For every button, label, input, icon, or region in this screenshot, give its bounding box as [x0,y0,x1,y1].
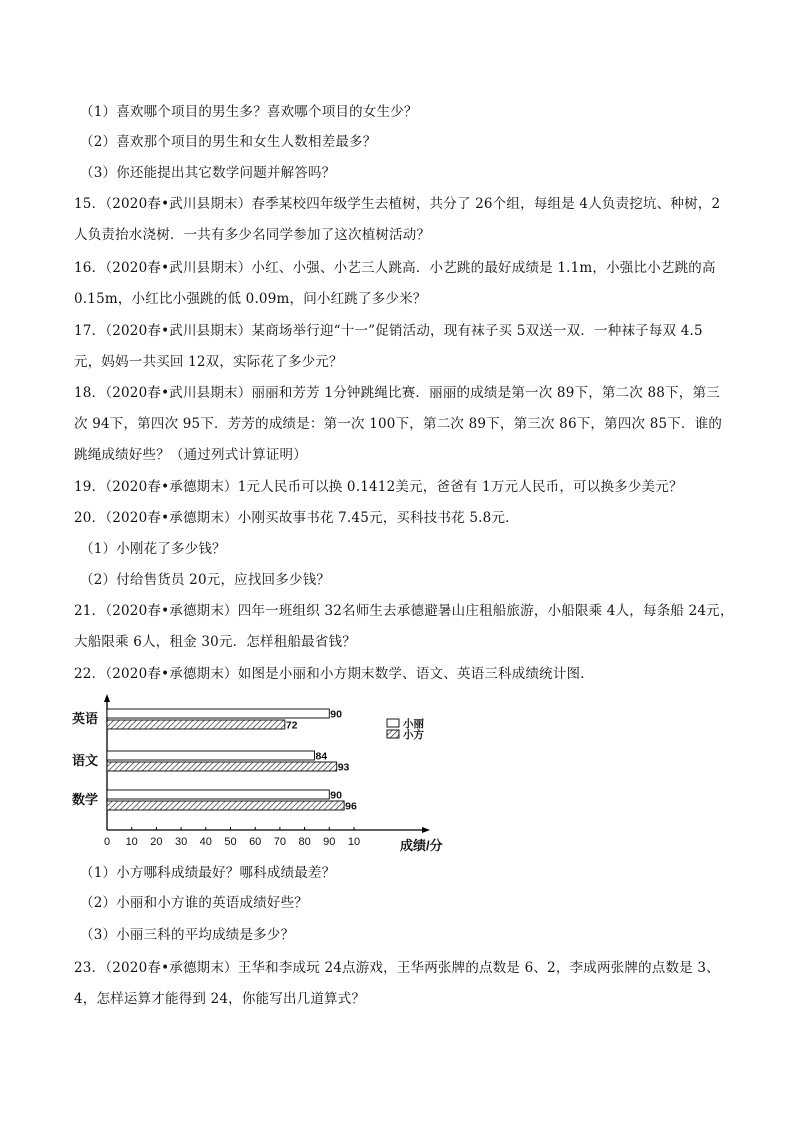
bar-xiaofang [107,762,337,771]
x-tick-label: 50 [224,836,237,848]
question-19: 19．（2020春•承德期末）1元人民币可以换 0.1412美元，爸爸有 1万元人民币，可以换多少美元？ [74,479,683,495]
bar-xiaoli [107,751,314,760]
bar-xiaofang [107,720,285,729]
question-20-part-2: （2）付给售货员 20元，应找回多少钱？ [80,572,331,588]
question-22-part-2: （2）小丽和小方谁的英语成绩好些？ [80,895,308,911]
question-14-part-2: （2）喜欢那个项目的男生和女生人数相差最多？ [80,134,377,150]
question-18-line-3: 跳绳成绩好些？（通过列式计算证明） [74,447,307,463]
x-tick-label: 70 [273,836,287,848]
y-axis-arrow [104,694,110,702]
x-tick-label: 60 [249,836,262,848]
x-tick-label: 40 [199,836,212,848]
question-22: 22．（2020春•承德期末）如图是小丽和小方期末数学、语文、英语三科成绩统计图． [74,666,594,682]
data-label: 96 [345,800,357,813]
data-label: 90 [330,789,342,802]
x-axis-label: 成绩/分 [400,838,443,853]
x-tick-label: 0 [103,836,111,848]
legend-label: 小丽 [403,718,424,730]
question-15-line-2: 人负责抬水浇树．一共有多少名同学参加了这次植树活动？ [74,227,431,243]
category-label: 语文 [72,753,99,768]
question-14-part-1: （1）喜欢哪个项目的男生多？喜欢哪个项目的女生少？ [80,104,418,120]
score-bar-chart [70,690,470,860]
legend-swatch [387,719,399,727]
data-label: 72 [285,719,298,732]
x-axis-arrow [422,827,430,833]
x-tick-label: 30 [174,836,188,848]
question-22-part-3: （3）小丽三科的平均成绩是多少？ [80,927,295,943]
x-tick-label: 10 [347,836,361,848]
category-label: 数学 [72,792,99,807]
question-21-line-1: 21．（2020春•承德期末）四年一班组织 32名师生去承德避暑山庄租船旅游，小船限乘 4人，每条船 24元， [74,603,734,619]
question-17-line-2: 元，妈妈一共买回 12双，实际花了多少元？ [74,354,343,370]
question-16-line-2: 0.15m，小红比小强跳的低 0.09m，问小红跳了多少米？ [74,291,427,307]
question-20-part-1: （1）小刚花了多少钱？ [80,541,226,557]
question-23-line-1: 23．（2020春•承德期末）王华和李成玩 24点游戏，王华两张牌的点数是 6、2，李成两张牌的点数是 3、 [74,960,720,976]
question-18-line-2: 次 94下，第四次 95下．芳芳的成绩是：第一次 100下，第二次 89下，第三次 86下，第四次 85下．谁的 [74,416,723,432]
data-label: 90 [330,708,342,721]
question-15-line-1: 15．（2020春•武川县期末）春季某校四年级学生去植树，共分了 26个组，每组是 4人负责挖坑、种树，2 [74,196,721,212]
legend-swatch [387,730,399,738]
legend-label: 小方 [403,729,424,741]
data-label: 84 [315,750,328,763]
x-tick-label: 20 [150,836,163,848]
question-18-line-1: 18．（2020春•武川县期末）丽丽和芳芳 1分钟跳绳比赛．丽丽的成绩是第一次 89下，第二次 88下，第三 [74,385,720,401]
bar-xiaoli [107,709,329,718]
question-23-line-2: 4，怎样运算才能得到 24，你能写出几道算式？ [74,991,366,1007]
question-20: 20．（2020春•承德期末）小刚买故事书花 7.45元，买科技书花 5.8元． [74,510,519,526]
question-21-line-2: 大船限乘 6人，租金 30元．怎样租船最省钱？ [74,634,356,650]
data-label: 93 [337,761,350,774]
bar-xiaofang [107,801,344,810]
bar-xiaoli [107,790,329,799]
x-tick-label: 10 [125,836,138,848]
x-tick-label: 90 [323,836,336,848]
question-17-line-1: 17．（2020春•武川县期末）某商场举行迎“十一”促销活动，现有袜子买 5双送一双．一种袜子每双 4.5 [74,323,703,339]
category-label: 英语 [72,711,99,726]
question-16-line-1: 16．（2020春•武川县期末）小红、小强、小艺三人跳高．小艺跳的最好成绩是 1.1m，小强比小艺跳的高 [74,260,716,276]
question-22-part-1: （1）小方哪科成绩最好？哪科成绩最差？ [80,865,336,881]
question-14-part-3: （3）你还能提出其它数学问题并解答吗？ [80,165,336,181]
x-tick-label: 80 [298,836,311,848]
